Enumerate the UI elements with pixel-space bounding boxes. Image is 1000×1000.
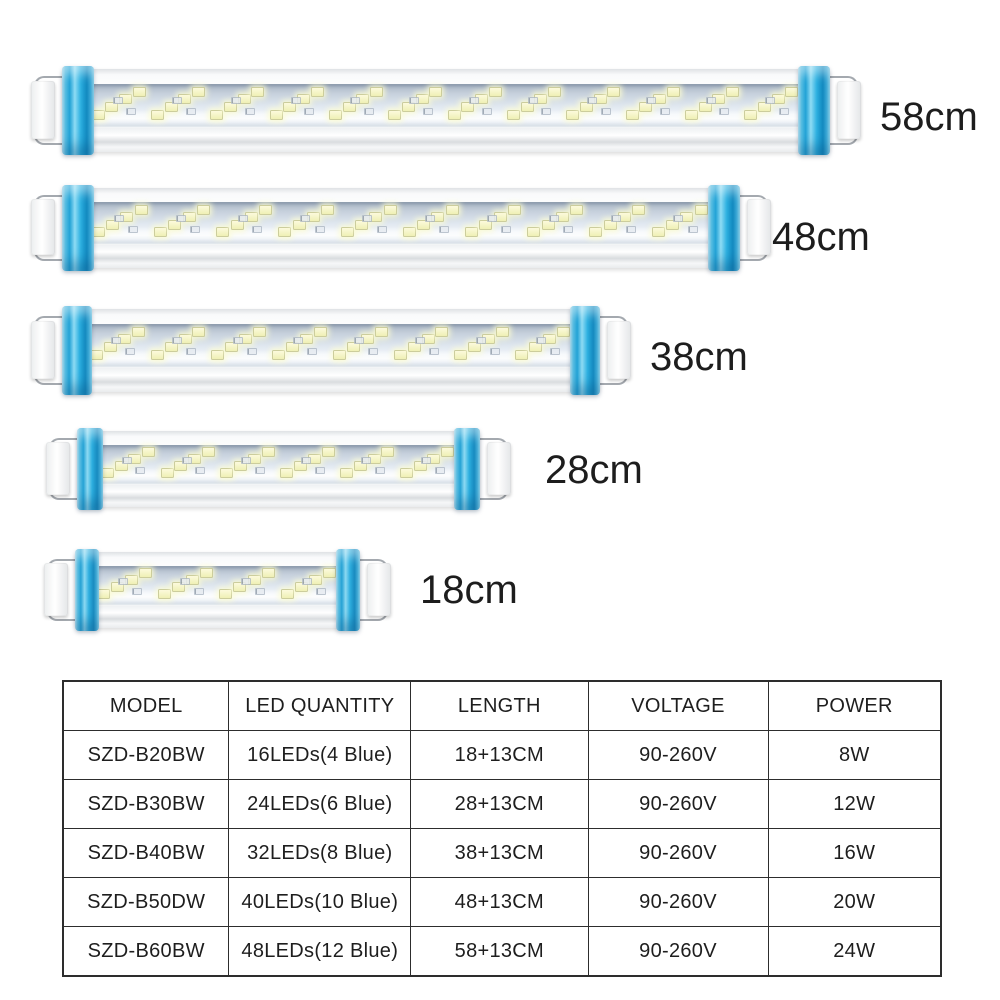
resistor-mark: [660, 108, 670, 115]
spec-table-cell: SZD-B30BW: [63, 780, 229, 829]
led-chip: [216, 227, 229, 237]
resistor-mark: [501, 226, 511, 233]
resistor-mark: [190, 226, 200, 233]
led-chip-group: [214, 202, 276, 244]
size-label: 48cm: [772, 215, 870, 259]
resistor-mark: [377, 226, 387, 233]
led-chip: [340, 468, 353, 478]
resistor-mark: [611, 215, 621, 222]
resistor-mark: [186, 348, 196, 355]
size-label: 18cm: [420, 568, 518, 612]
end-cap-right: [454, 428, 480, 510]
resistor-mark: [541, 108, 551, 115]
mount-foot-left: [46, 442, 70, 495]
led-channel: [99, 445, 458, 485]
led-chip: [695, 205, 708, 215]
resistor-mark: [361, 457, 371, 464]
spec-table-cell: 48+13CM: [411, 878, 588, 927]
resistor-mark: [587, 97, 597, 104]
spec-table-cell: SZD-B50DW: [63, 878, 229, 927]
end-cap-right: [708, 185, 740, 271]
mount-foot-left: [44, 563, 68, 616]
led-chip: [161, 468, 174, 478]
led-chip: [281, 589, 294, 599]
led-chip: [211, 350, 224, 360]
led-chip-group: [505, 84, 564, 127]
resistor-mark: [135, 467, 145, 474]
resistor-mark: [354, 337, 364, 344]
led-chip: [652, 227, 665, 237]
led-chip: [381, 447, 394, 457]
spec-table-cell: 18+13CM: [411, 731, 588, 780]
led-chip: [280, 468, 293, 478]
led-chip-group: [565, 84, 624, 127]
led-chip: [133, 87, 146, 97]
led-chip: [441, 447, 454, 457]
resistor-mark: [425, 215, 435, 222]
spec-table-cell: 24LEDs(6 Blue): [229, 780, 411, 829]
led-chip: [726, 87, 739, 97]
resistor-mark: [487, 215, 497, 222]
led-light-bar: [62, 188, 740, 268]
mount-foot-left: [31, 81, 55, 139]
resistor-mark: [316, 588, 326, 595]
spec-table-cell: 28+13CM: [411, 780, 588, 829]
led-chip: [454, 350, 467, 360]
led-chip-group: [387, 84, 446, 127]
led-chip-group: [210, 324, 271, 367]
spec-table-row: [63, 780, 941, 829]
led-chip: [154, 227, 167, 237]
led-chip: [435, 327, 448, 337]
led-chip: [202, 447, 215, 457]
led-chip-group: [339, 202, 401, 244]
led-chip: [394, 350, 407, 360]
resistor-mark: [128, 226, 138, 233]
spec-table-cell: 8W: [768, 731, 941, 780]
led-chip: [446, 205, 459, 215]
led-chip: [262, 447, 275, 457]
size-label: 58cm: [880, 95, 978, 139]
led-channel: [90, 202, 712, 244]
resistor-mark: [706, 97, 716, 104]
led-chip: [403, 227, 416, 237]
led-chip-group: [743, 84, 802, 127]
resistor-mark: [195, 467, 205, 474]
spec-table-cell: 12W: [768, 780, 941, 829]
led-chip-group: [278, 445, 338, 485]
led-chip: [272, 350, 285, 360]
spec-table-cell: 20W: [768, 878, 941, 927]
led-chip-group: [270, 324, 331, 367]
led-chip: [151, 110, 164, 120]
resistor-mark: [300, 215, 310, 222]
led-channel: [95, 566, 340, 606]
led-chip: [322, 447, 335, 457]
led-chip-group: [149, 84, 208, 127]
resistor-mark: [182, 457, 192, 464]
resistor-mark: [247, 348, 257, 355]
led-chip: [626, 110, 639, 120]
resistor-mark: [550, 348, 560, 355]
led-chip-group: [209, 84, 268, 127]
resistor-mark: [364, 108, 374, 115]
led-chip: [192, 87, 205, 97]
led-chip-group: [525, 202, 587, 244]
led-chip-group: [513, 324, 574, 367]
resistor-mark: [549, 215, 559, 222]
spec-table-cell: 38+13CM: [411, 829, 588, 878]
led-chip: [508, 205, 521, 215]
end-cap-right: [336, 549, 360, 631]
led-chip: [220, 468, 233, 478]
resistor-mark: [293, 337, 303, 344]
resistor-mark: [125, 348, 135, 355]
resistor-mark: [291, 97, 301, 104]
resistor-mark: [688, 226, 698, 233]
resistor-mark: [368, 348, 378, 355]
resistor-mark: [626, 226, 636, 233]
led-channel: [90, 84, 802, 127]
resistor-mark: [315, 467, 325, 474]
resistor-mark: [423, 108, 433, 115]
resistor-mark: [114, 215, 124, 222]
led-chip: [333, 350, 346, 360]
resistor-mark: [180, 578, 190, 585]
resistor-mark: [241, 578, 251, 585]
led-chip-group: [279, 566, 340, 606]
led-chip: [515, 350, 528, 360]
spec-table-cell: 90-260V: [588, 731, 768, 780]
led-chip: [370, 87, 383, 97]
resistor-mark: [231, 97, 241, 104]
led-chip: [465, 227, 478, 237]
led-chip: [632, 205, 645, 215]
led-chip-group: [268, 84, 327, 127]
led-chip-group: [392, 324, 453, 367]
end-cap-left: [75, 549, 99, 631]
led-chip-group: [95, 566, 156, 606]
resistor-mark: [126, 108, 136, 115]
resistor-mark: [563, 226, 573, 233]
resistor-mark: [528, 97, 538, 104]
led-chip: [448, 110, 461, 120]
led-chip: [667, 87, 680, 97]
spec-table-cell: 90-260V: [588, 878, 768, 927]
resistor-mark: [482, 108, 492, 115]
led-light-bar: [62, 69, 830, 152]
led-chip-group: [277, 202, 339, 244]
resistor-mark: [186, 108, 196, 115]
resistor-mark: [238, 215, 248, 222]
led-chip-group: [149, 324, 210, 367]
resistor-mark: [476, 337, 486, 344]
end-cap-left: [62, 306, 92, 395]
spec-table: [62, 680, 942, 977]
led-chip: [262, 568, 275, 578]
mount-foot-right: [837, 81, 861, 139]
resistor-mark: [255, 467, 265, 474]
led-chip: [142, 447, 155, 457]
led-chip: [785, 87, 798, 97]
spec-table-header-cell: MODEL: [63, 681, 229, 731]
resistor-mark: [194, 588, 204, 595]
led-chip: [270, 110, 283, 120]
resistor-mark: [233, 337, 243, 344]
resistor-mark: [118, 578, 128, 585]
spec-table-cell: 16W: [768, 829, 941, 878]
resistor-mark: [421, 457, 431, 464]
size-label: 28cm: [545, 448, 643, 492]
led-chip: [139, 568, 152, 578]
resistor-mark: [490, 348, 500, 355]
resistor-mark: [362, 215, 372, 222]
led-chip-group: [90, 202, 152, 244]
spec-table-row: [63, 927, 941, 977]
led-chip-group: [683, 84, 742, 127]
spec-table-cell: 40LEDs(10 Blue): [229, 878, 411, 927]
led-light-bar: [62, 309, 600, 392]
led-chip: [259, 205, 272, 215]
led-chip: [589, 227, 602, 237]
led-chip: [375, 327, 388, 337]
mount-foot-left: [31, 321, 55, 379]
mount-foot-left: [31, 199, 55, 255]
resistor-mark: [435, 467, 445, 474]
led-chip-group: [401, 202, 463, 244]
spec-table-cell: 16LEDs(4 Blue): [229, 731, 411, 780]
mount-foot-right: [487, 442, 511, 495]
spec-table-cell: 90-260V: [588, 927, 768, 977]
end-cap-left: [62, 185, 94, 271]
resistor-mark: [673, 215, 683, 222]
led-chip: [132, 327, 145, 337]
led-chip-group: [331, 324, 392, 367]
led-chip: [219, 589, 232, 599]
led-chip: [192, 327, 205, 337]
resistor-mark: [302, 578, 312, 585]
led-chip: [251, 87, 264, 97]
spec-table-cell: 32LEDs(8 Blue): [229, 829, 411, 878]
led-chip-group: [152, 202, 214, 244]
resistor-mark: [409, 97, 419, 104]
resistor-mark: [375, 467, 385, 474]
led-chip: [323, 568, 336, 578]
led-chip: [429, 87, 442, 97]
led-light-bar: [77, 431, 480, 507]
led-chip-group: [327, 84, 386, 127]
end-cap-left: [77, 428, 103, 510]
resistor-mark: [304, 108, 314, 115]
led-chip: [607, 87, 620, 97]
led-chip: [548, 87, 561, 97]
spec-table-row: [63, 878, 941, 927]
led-chip-group: [588, 202, 650, 244]
resistor-mark: [172, 337, 182, 344]
led-chip: [507, 110, 520, 120]
resistor-mark: [255, 588, 265, 595]
led-chip: [135, 205, 148, 215]
led-chip-group: [99, 445, 159, 485]
resistor-mark: [176, 215, 186, 222]
spec-table-cell: 24W: [768, 927, 941, 977]
resistor-mark: [307, 348, 317, 355]
led-chip: [400, 468, 413, 478]
led-chip: [200, 568, 213, 578]
resistor-mark: [765, 97, 775, 104]
led-chip: [527, 227, 540, 237]
spec-table-cell: SZD-B20BW: [63, 731, 229, 780]
spec-table-header-cell: LED QUANTITY: [229, 681, 411, 731]
spec-table-cell: 90-260V: [588, 829, 768, 878]
resistor-mark: [719, 108, 729, 115]
led-chip: [329, 110, 342, 120]
led-chip: [151, 350, 164, 360]
led-chip-group: [463, 202, 525, 244]
end-cap-right: [798, 66, 830, 155]
spec-table-cell: SZD-B40BW: [63, 829, 229, 878]
spec-table-cell: 90-260V: [588, 780, 768, 829]
led-chip-group: [90, 84, 149, 127]
led-chip: [566, 110, 579, 120]
resistor-mark: [469, 97, 479, 104]
end-cap-right: [570, 306, 600, 395]
led-chip-group: [88, 324, 149, 367]
spec-table-header-cell: POWER: [768, 681, 941, 731]
led-chip-group: [218, 566, 279, 606]
mount-foot-right: [607, 321, 631, 379]
led-chip-group: [398, 445, 458, 485]
resistor-mark: [245, 108, 255, 115]
led-chip-group: [338, 445, 398, 485]
resistor-mark: [122, 457, 132, 464]
spec-table-header-cell: VOLTAGE: [588, 681, 768, 731]
resistor-mark: [646, 97, 656, 104]
resistor-mark: [172, 97, 182, 104]
resistor-mark: [315, 226, 325, 233]
resistor-mark: [536, 337, 546, 344]
resistor-mark: [241, 457, 251, 464]
mount-foot-right: [747, 199, 771, 255]
mount-foot-right: [367, 563, 391, 616]
resistor-mark: [113, 97, 123, 104]
resistor-mark: [252, 226, 262, 233]
led-chip: [341, 227, 354, 237]
led-chip: [311, 87, 324, 97]
spec-table-row: [63, 829, 941, 878]
size-label: 38cm: [650, 335, 748, 379]
resistor-mark: [439, 226, 449, 233]
end-cap-left: [62, 66, 94, 155]
led-chip-group: [624, 84, 683, 127]
resistor-mark: [111, 337, 121, 344]
led-chip-group: [453, 324, 514, 367]
led-chip-group: [159, 445, 219, 485]
spec-table-cell: SZD-B60BW: [63, 927, 229, 977]
spec-table-cell: 48LEDs(12 Blue): [229, 927, 411, 977]
led-chip: [158, 589, 171, 599]
led-light-bar: [75, 552, 360, 628]
resistor-mark: [132, 588, 142, 595]
resistor-mark: [601, 108, 611, 115]
spec-table-header-cell: LENGTH: [411, 681, 588, 731]
led-chip: [314, 327, 327, 337]
led-chip-group: [156, 566, 217, 606]
spec-table-cell: 58+13CM: [411, 927, 588, 977]
spec-table-row: [63, 731, 941, 780]
led-chip: [253, 327, 266, 337]
led-chip: [278, 227, 291, 237]
led-chip: [489, 87, 502, 97]
resistor-mark: [779, 108, 789, 115]
led-chip-group: [219, 445, 279, 485]
spec-table-header-row: [63, 681, 941, 731]
resistor-mark: [301, 457, 311, 464]
led-chip: [570, 205, 583, 215]
resistor-mark: [350, 97, 360, 104]
led-chip-group: [650, 202, 712, 244]
led-chip: [496, 327, 509, 337]
resistor-mark: [429, 348, 439, 355]
led-chip: [388, 110, 401, 120]
led-chip-group: [446, 84, 505, 127]
led-chip: [321, 205, 334, 215]
led-channel: [88, 324, 574, 367]
led-chip: [384, 205, 397, 215]
led-chip: [685, 110, 698, 120]
led-chip: [744, 110, 757, 120]
led-chip: [210, 110, 223, 120]
resistor-mark: [415, 337, 425, 344]
led-chip: [557, 327, 570, 337]
led-chip: [197, 205, 210, 215]
